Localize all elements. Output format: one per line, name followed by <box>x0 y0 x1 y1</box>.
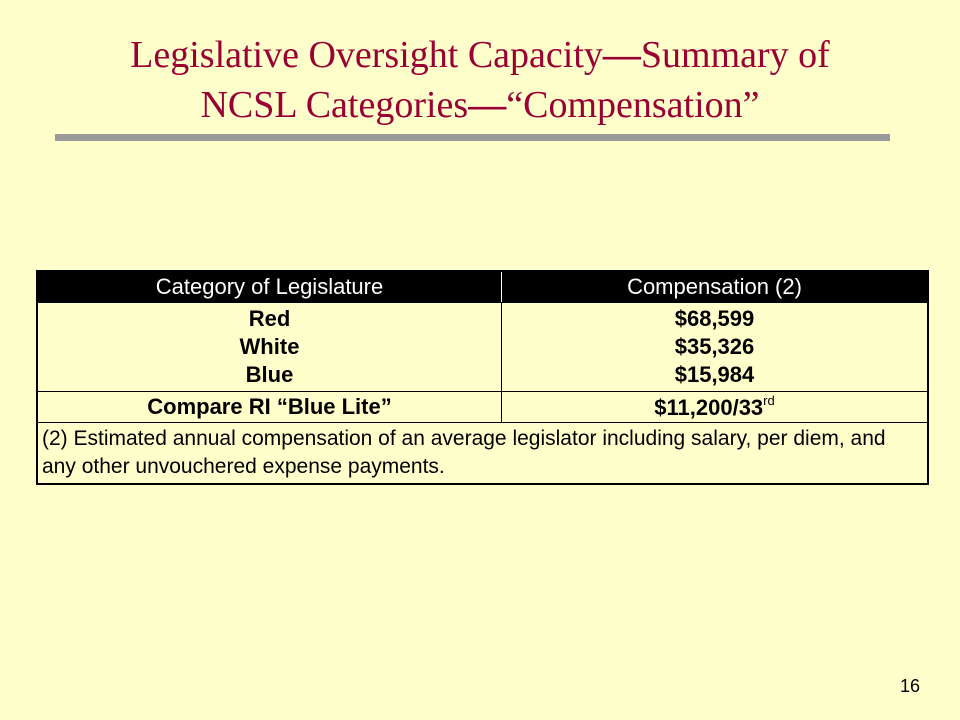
compare-category: Compare RI “Blue Lite” <box>37 392 502 423</box>
table-row-categories <box>37 303 928 392</box>
compensation-cell <box>502 303 929 392</box>
category-cell <box>37 303 502 392</box>
title-line-2 <box>40 80 920 130</box>
title-line-1 <box>40 30 920 80</box>
table-row-compare <box>37 392 928 423</box>
compare-compensation: $11,200/33 <box>654 395 764 420</box>
compensation-table <box>36 270 929 485</box>
title-close-quote: ” <box>742 84 760 126</box>
compare-suffix: rd <box>763 393 775 408</box>
compensation-white: $35,326 <box>674 334 755 359</box>
title-dash: — <box>468 84 507 126</box>
compensation-blue: $15,984 <box>674 362 755 387</box>
title-dash: — <box>602 34 641 76</box>
category-blue: Blue <box>245 362 294 387</box>
compare-compensation-cell <box>502 392 929 423</box>
title-open-quote: “ <box>506 84 524 126</box>
category-white: White <box>239 334 300 359</box>
title-underline-rule <box>55 134 890 141</box>
slide-title <box>40 30 920 130</box>
category-red: Red <box>248 306 291 331</box>
title-text-part: Legislative Oversight Capacity <box>130 34 603 76</box>
title-text-part: Summary of <box>640 34 830 76</box>
compensation-red: $68,599 <box>674 306 755 331</box>
page-number: 16 <box>899 676 920 696</box>
table-row-footnote <box>37 423 928 485</box>
header-compensation: Compensation (2) <box>502 271 929 303</box>
header-category: Category of Legislature <box>37 271 502 303</box>
title-text-part: Compensation <box>523 84 743 126</box>
title-text-part: NCSL Categories <box>200 84 469 126</box>
footnote: (2) Estimated annual compensation of an average legislator including salary, per diem, and any other unvouchered expense payments. <box>37 423 928 485</box>
table-header-row <box>37 271 928 303</box>
